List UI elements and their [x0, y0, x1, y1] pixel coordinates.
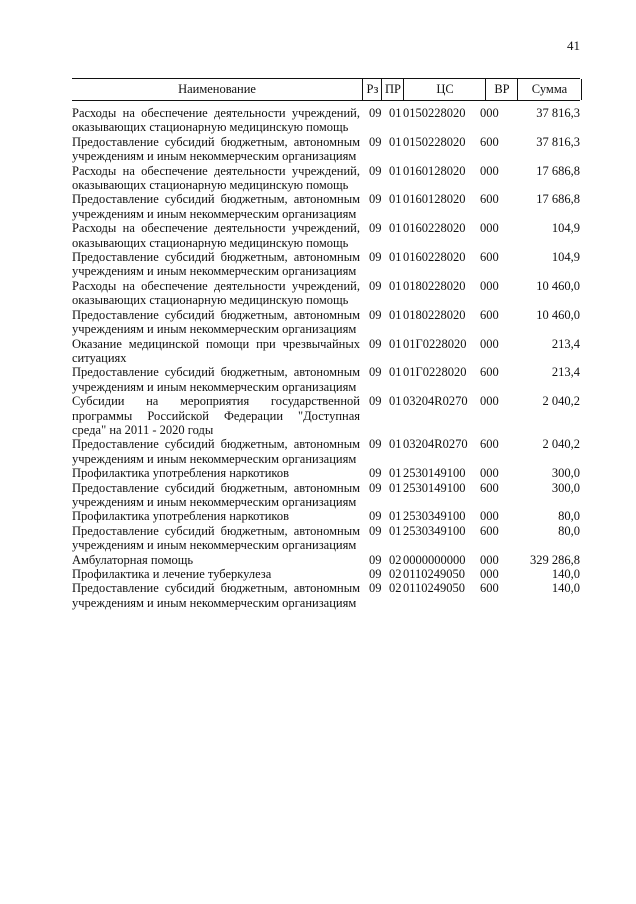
- row-sum: 104,9: [551, 221, 580, 236]
- row-rz: 09: [369, 336, 382, 351]
- row-vr: 600: [480, 581, 499, 596]
- row-name: Расходы на обеспечение деятельности учреждений, оказывающих стационарную медицинскую помощь: [72, 278, 360, 308]
- row-name: Оказание медицинской помощи при чрезвычайных ситуациях: [72, 336, 360, 365]
- row-rz: 09: [369, 307, 382, 322]
- row-sum: 17 686,8: [536, 192, 580, 207]
- row-name: Предоставление субсидий бюджетным, автономным учреждениям и иным некоммерческим организациям: [72, 523, 360, 553]
- row-pr: 02: [389, 552, 402, 567]
- row-vr: 000: [480, 336, 499, 351]
- row-sum: 10 460,0: [536, 307, 580, 322]
- row-cs: 0160228020: [403, 250, 466, 265]
- row-pr: 01: [389, 134, 402, 149]
- row-name: Расходы на обеспечение деятельности учреждений, оказывающих стационарную медицинскую помощь: [72, 163, 360, 193]
- row-rz: 09: [369, 192, 382, 207]
- row-pr: 01: [389, 509, 402, 524]
- row-vr: 000: [480, 394, 499, 409]
- row-cs: 03204R0270: [403, 437, 468, 452]
- table-row: [72, 481, 580, 510]
- row-sum: 300,0: [551, 466, 580, 481]
- row-rz: 09: [369, 365, 382, 380]
- table-body: [72, 106, 580, 610]
- row-rz: 09: [369, 134, 382, 149]
- table-row: [72, 581, 580, 610]
- row-cs: 0000000000: [403, 552, 466, 567]
- row-name: Предоставление субсидий бюджетным, автономным учреждениям и иным некоммерческим организациям: [72, 365, 360, 394]
- row-cs: 0180228020: [403, 278, 466, 293]
- row-cs: 2530149100: [403, 480, 466, 495]
- row-rz: 09: [369, 480, 382, 495]
- row-sum: 17 686,8: [536, 163, 580, 178]
- row-vr: 600: [480, 365, 499, 380]
- table-row: [72, 221, 580, 250]
- row-cs: 0160128020: [403, 192, 466, 207]
- row-cs: 03204R0270: [403, 394, 468, 409]
- row-sum: 140,0: [551, 581, 580, 596]
- row-sum: 140,0: [551, 567, 580, 581]
- table-row: [72, 466, 580, 480]
- row-rz: 09: [369, 466, 382, 481]
- column-header-sum: Сумма: [517, 79, 582, 100]
- row-vr: 000: [480, 278, 499, 293]
- row-sum: 300,0: [551, 480, 580, 495]
- table-row: [72, 553, 580, 567]
- table-row: [72, 106, 580, 135]
- table-header: [72, 78, 580, 101]
- row-cs: 0180228020: [403, 307, 466, 322]
- row-rz: 09: [369, 394, 382, 409]
- row-cs: 2530149100: [403, 466, 466, 481]
- row-cs: 0110249050: [403, 567, 466, 581]
- row-pr: 02: [389, 567, 402, 581]
- table-row: [72, 365, 580, 394]
- row-pr: 01: [389, 336, 402, 351]
- row-pr: 01: [389, 466, 402, 481]
- row-pr: 01: [389, 365, 402, 380]
- table-row: [72, 135, 580, 164]
- row-rz: 09: [369, 278, 382, 293]
- table-row: [72, 164, 580, 193]
- row-vr: 000: [480, 466, 499, 481]
- row-sum: 329 286,8: [530, 552, 580, 567]
- row-pr: 01: [389, 250, 402, 265]
- row-rz: 09: [369, 106, 382, 120]
- column-header-name: Наименование: [178, 82, 256, 96]
- row-cs: 0150228020: [403, 134, 466, 149]
- column-header-vr: ВР: [485, 79, 518, 100]
- row-name: Предоставление субсидий бюджетным, автономным учреждениям и иным некоммерческим организациям: [72, 437, 360, 466]
- row-name: Предоставление субсидий бюджетным, автономным учреждениям и иным некоммерческим организациям: [72, 192, 360, 221]
- row-cs: 0160228020: [403, 221, 466, 236]
- row-vr: 600: [480, 250, 499, 265]
- row-sum: 80,0: [558, 523, 580, 538]
- row-vr: 600: [480, 480, 499, 495]
- row-vr: 600: [480, 523, 499, 538]
- page-number: 41: [567, 38, 580, 53]
- row-cs: 01Г0228020: [403, 365, 467, 380]
- row-pr: 01: [389, 523, 402, 538]
- row-vr: 000: [480, 163, 499, 178]
- row-name: Предоставление субсидий бюджетным, автономным учреждениям и иным некоммерческим организациям: [72, 134, 360, 164]
- row-sum: 213,4: [551, 336, 580, 351]
- table-row: [72, 567, 580, 581]
- table-row: [72, 394, 580, 437]
- row-rz: 09: [369, 437, 382, 452]
- row-cs: 0110249050: [403, 581, 466, 596]
- row-name: Профилактика употребления наркотиков: [72, 466, 289, 481]
- row-name: Предоставление субсидий бюджетным, автономным учреждениям и иным некоммерческим организациям: [72, 250, 360, 279]
- table-row: [72, 250, 580, 279]
- row-rz: 09: [369, 523, 382, 538]
- row-vr: 000: [480, 567, 499, 581]
- row-rz: 09: [369, 163, 382, 178]
- row-rz: 09: [369, 250, 382, 265]
- row-vr: 600: [480, 134, 499, 149]
- row-pr: 01: [389, 192, 402, 207]
- row-name: Амбулаторная помощь: [72, 552, 194, 567]
- row-name: Предоставление субсидий бюджетным, автономным учреждениям и иным некоммерческим организациям: [72, 581, 360, 610]
- row-rz: 09: [369, 552, 382, 567]
- row-pr: 01: [389, 307, 402, 322]
- row-vr: 000: [480, 552, 499, 567]
- column-header-cs: ЦС: [403, 79, 486, 100]
- row-name: Предоставление субсидий бюджетным, автономным учреждениям и иным некоммерческим организациям: [72, 480, 360, 509]
- row-pr: 01: [389, 106, 402, 120]
- row-sum: 37 816,3: [536, 106, 580, 120]
- row-vr: 600: [480, 437, 499, 452]
- row-rz: 09: [369, 581, 382, 596]
- row-name: Расходы на обеспечение деятельности учреждений, оказывающих стационарную медицинскую помощь: [72, 106, 360, 135]
- column-header-rz: Рз: [362, 79, 382, 100]
- row-sum: 2 040,2: [542, 394, 580, 409]
- table-row: [72, 337, 580, 366]
- row-sum: 2 040,2: [542, 437, 580, 452]
- row-cs: 2530349100: [403, 523, 466, 538]
- row-sum: 80,0: [558, 509, 580, 524]
- column-header-pr: ПР: [381, 79, 404, 100]
- row-cs: 2530349100: [403, 509, 466, 524]
- row-name: Профилактика употребления наркотиков: [72, 509, 289, 524]
- row-sum: 10 460,0: [536, 278, 580, 293]
- table-row: [72, 524, 580, 553]
- row-pr: 02: [389, 581, 402, 596]
- row-name: Субсидии на мероприятия государственной программы Российской Федерации "Доступная среда" на 2011 - 2020 годы: [72, 394, 360, 437]
- row-rz: 09: [369, 221, 382, 236]
- table-row: [72, 509, 580, 523]
- row-rz: 09: [369, 509, 382, 524]
- row-pr: 01: [389, 221, 402, 236]
- row-cs: 01Г0228020: [403, 336, 467, 351]
- row-name: Предоставление субсидий бюджетным, автономным учреждениям и иным некоммерческим организациям: [72, 307, 360, 337]
- row-pr: 01: [389, 163, 402, 178]
- row-vr: 000: [480, 106, 499, 120]
- row-sum: 213,4: [551, 365, 580, 380]
- row-sum: 37 816,3: [536, 134, 580, 149]
- row-vr: 000: [480, 221, 499, 236]
- row-pr: 01: [389, 278, 402, 293]
- row-name: Расходы на обеспечение деятельности учреждений, оказывающих стационарную медицинскую помощь: [72, 221, 360, 250]
- table-row: [72, 437, 580, 466]
- row-rz: 09: [369, 567, 382, 581]
- row-vr: 000: [480, 509, 499, 524]
- row-sum: 104,9: [551, 250, 580, 265]
- row-pr: 01: [389, 437, 402, 452]
- row-cs: 0160128020: [403, 163, 466, 178]
- row-vr: 600: [480, 307, 499, 322]
- row-name: Профилактика и лечение туберкулеза: [72, 567, 272, 581]
- row-pr: 01: [389, 480, 402, 495]
- row-vr: 600: [480, 192, 499, 207]
- table-row: [72, 192, 580, 221]
- table-row: [72, 308, 580, 337]
- row-pr: 01: [389, 394, 402, 409]
- row-cs: 0150228020: [403, 106, 466, 120]
- table-row: [72, 279, 580, 308]
